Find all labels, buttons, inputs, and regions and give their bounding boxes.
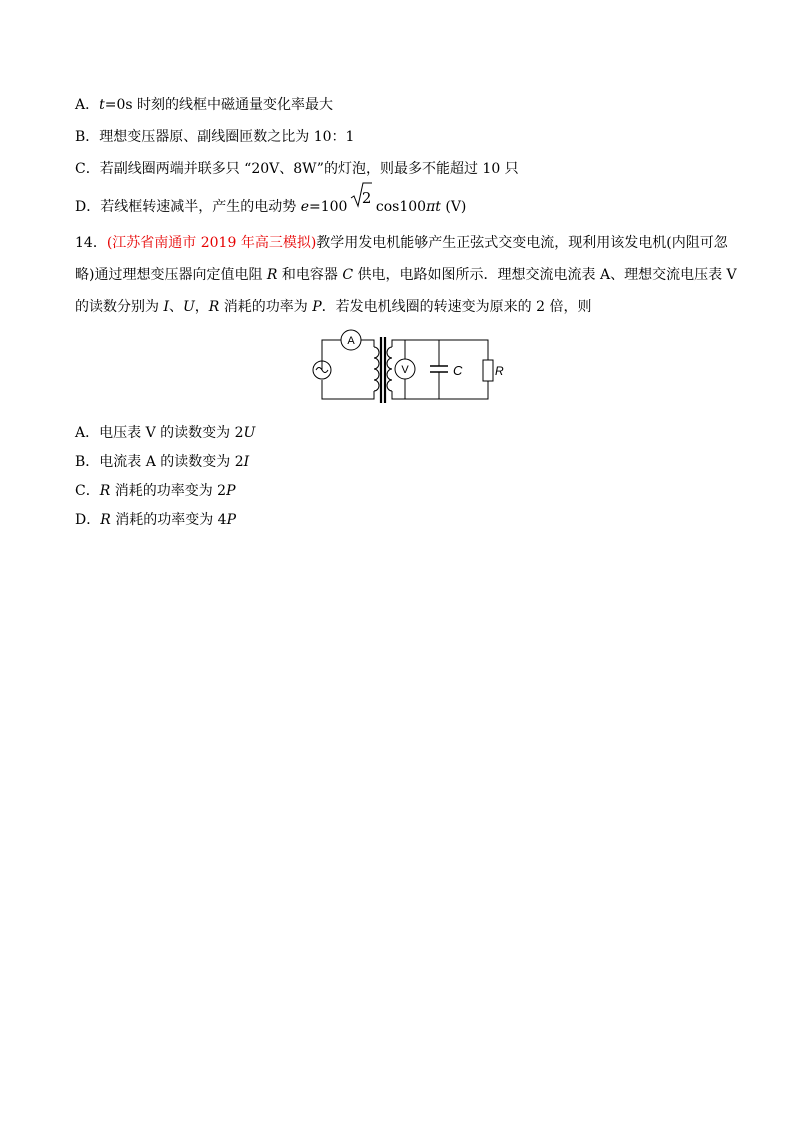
- q13-option-a: A．t=0s 时刻的线框中磁通量变化率最大: [75, 97, 334, 113]
- q13-option-c: C．若副线圈两端并联多只 “20V、8W”的灯泡，则最多不能超过 10 只: [75, 161, 519, 177]
- question-source: (江苏省南通市 2019 年高三模拟): [106, 235, 317, 251]
- resistor-label: R: [495, 364, 504, 378]
- q14-option-d: D．R 消耗的功率变为 4P: [75, 512, 237, 528]
- secondary-coil-icon: [387, 347, 392, 391]
- primary-coil-icon: [374, 347, 379, 391]
- q14-stem-line1: 14．(江苏省南通市 2019 年高三模拟)教学用发电机能够产生正弦式交变电流，现利用该发电机(内阻可忽: [75, 235, 728, 251]
- q14-option-a: A．电压表 V 的读数变为 2U: [75, 425, 256, 441]
- q14-stem-line2: 略)通过理想变压器向定值电阻 R 和电容器 C 供电，电路如图所示．理想交流电流表 A、理想交流电压表 V: [75, 267, 737, 283]
- resistor-icon: [483, 360, 493, 381]
- q13-option-b: B．理想变压器原、副线圈匝数之比为 10：1: [75, 129, 355, 145]
- sqrt-expression: 2: [352, 196, 372, 216]
- q14-option-c: C．R 消耗的功率变为 2P: [75, 483, 236, 499]
- q13-option-d: D．若线框转速减半，产生的电动势 e=100 2 cos100πt (V): [75, 196, 466, 217]
- q14-option-b: B．电流表 A 的读数变为 2I: [75, 454, 250, 470]
- capacitor-label: C: [453, 363, 463, 378]
- q14-stem-line3: 的读数分别为 I、U，R 消耗的功率为 P．若发电机线圈的转速变为原来的 2 倍，则: [75, 299, 592, 315]
- voltmeter-label: V: [401, 364, 409, 376]
- ammeter-label: A: [347, 335, 355, 347]
- circuit-diagram: [312, 325, 502, 407]
